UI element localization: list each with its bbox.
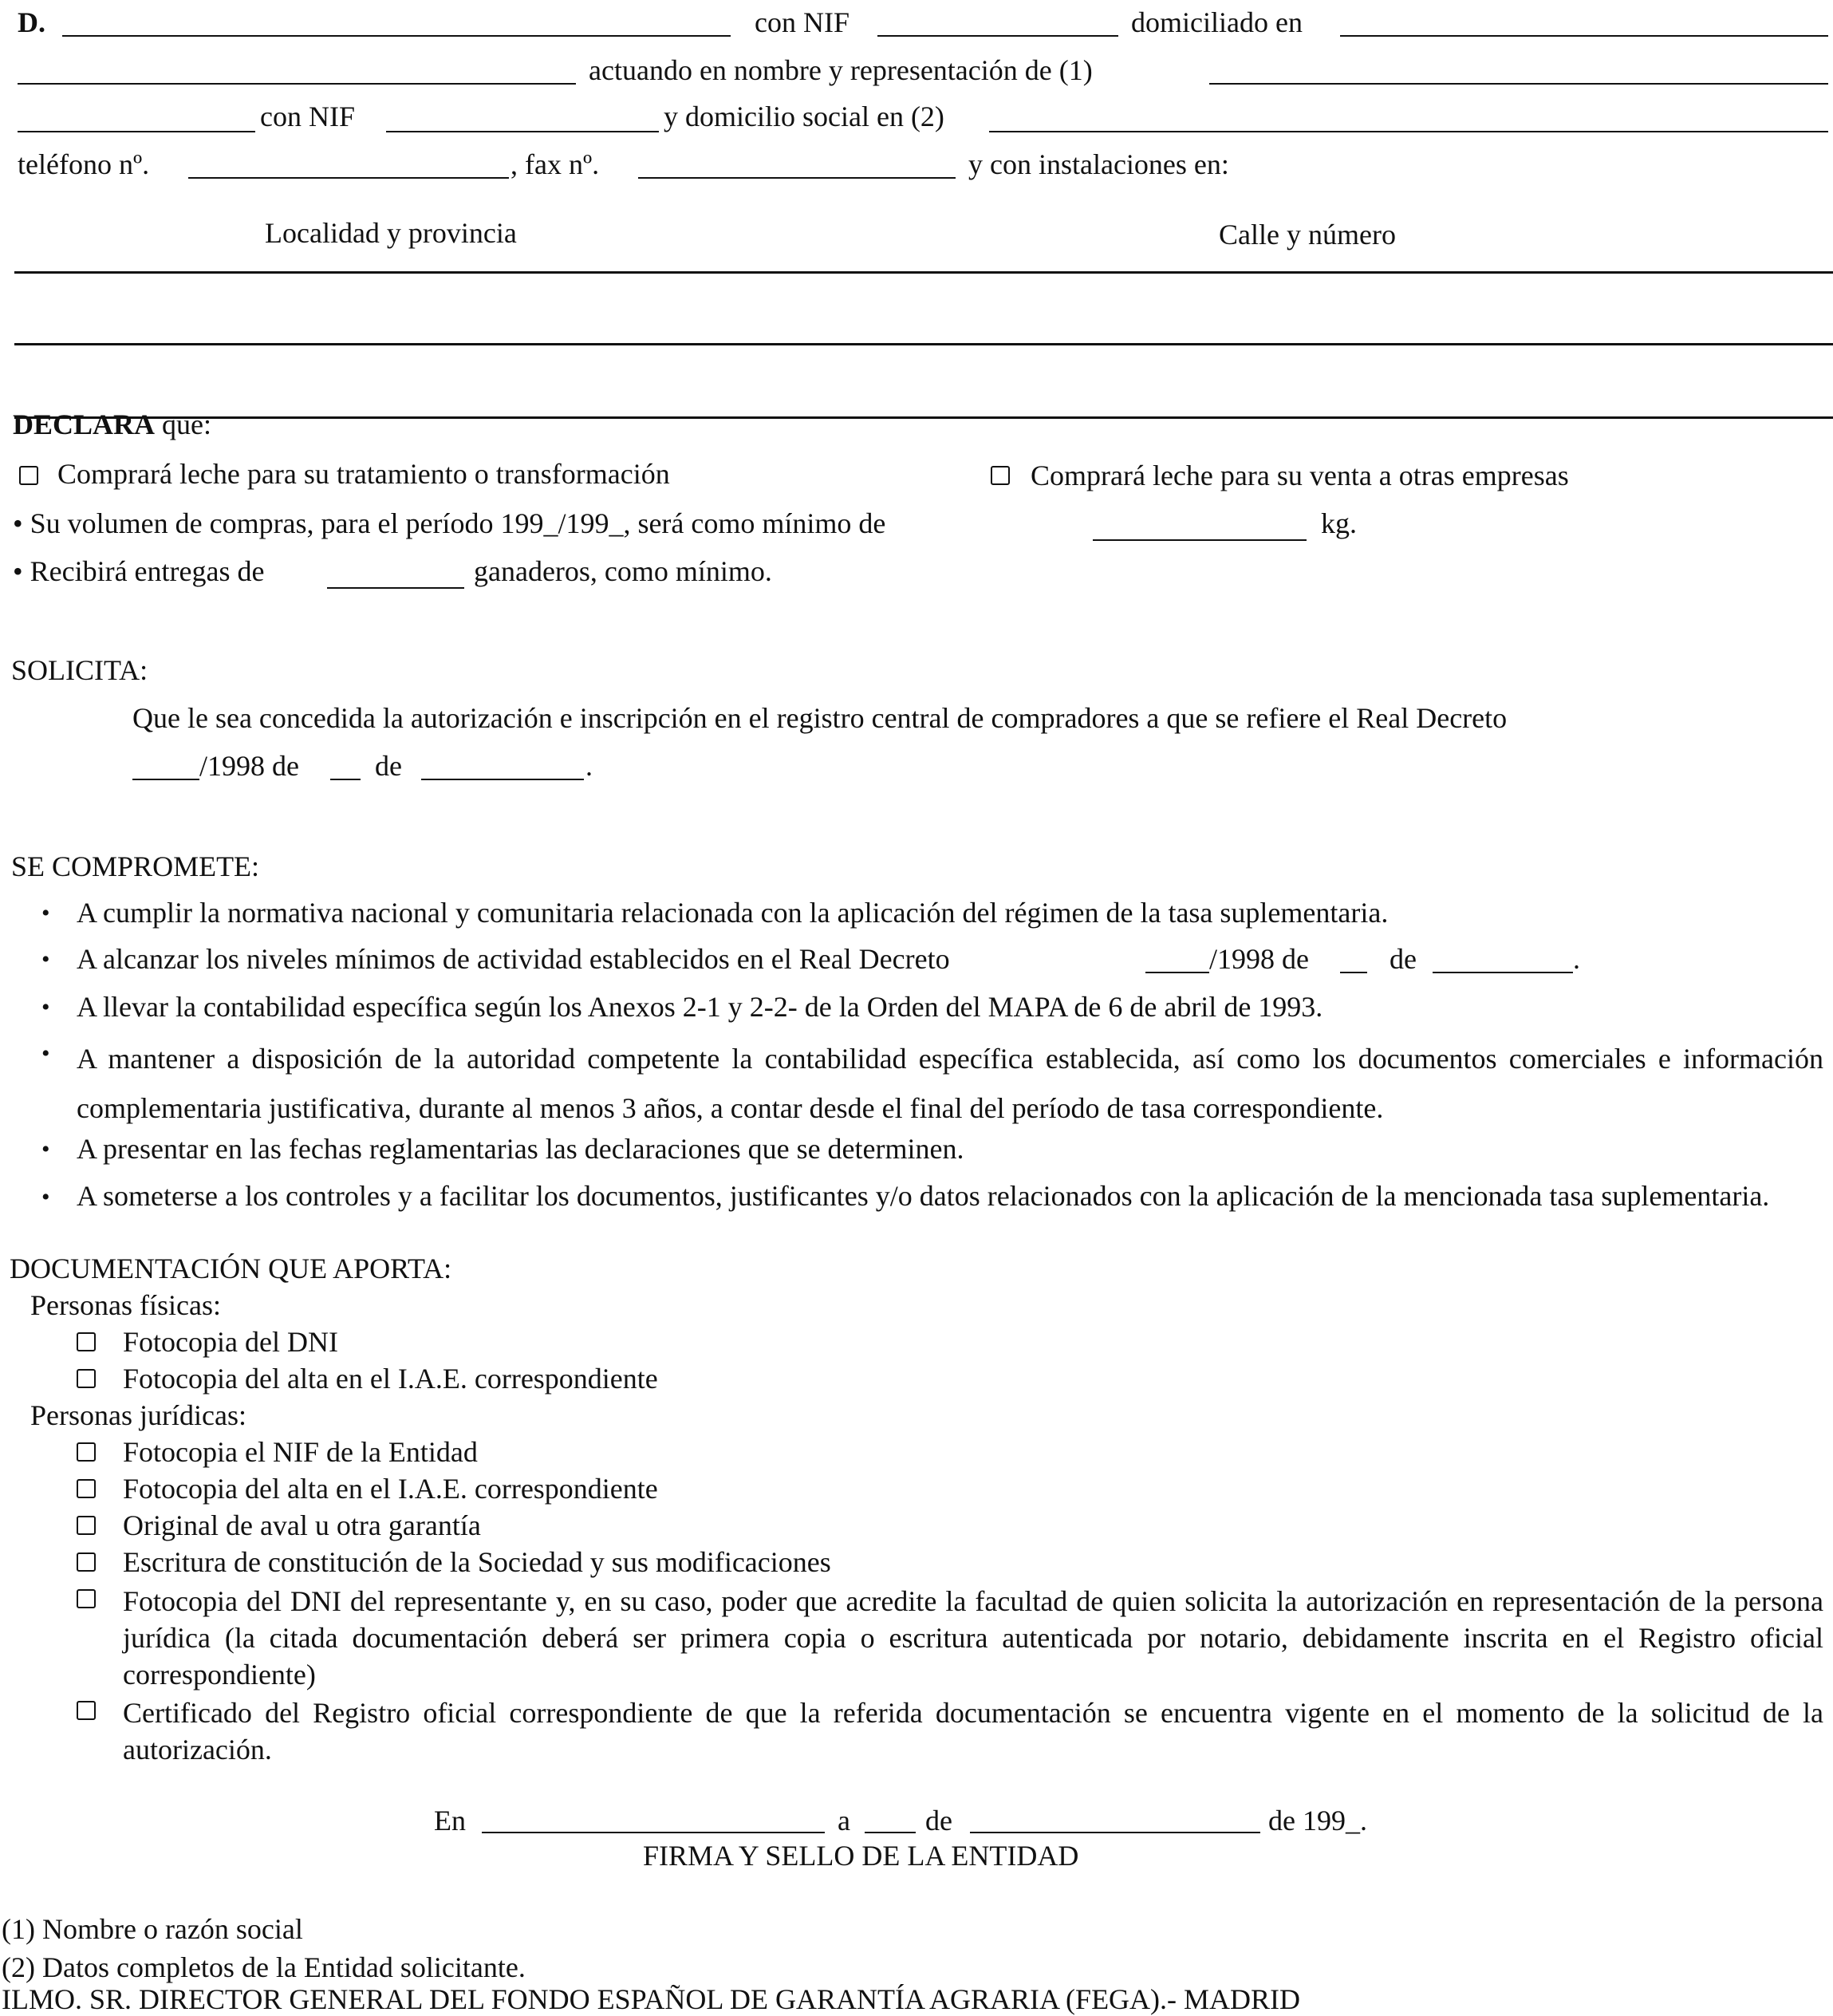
documentacion-title: DOCUMENTACIÓN QUE APORTA: xyxy=(10,1253,452,1284)
domicilio-social-field[interactable] xyxy=(989,131,1828,132)
entity-name-field[interactable] xyxy=(1209,83,1828,85)
actuando-label: actuando en nombre y representación de (1) xyxy=(589,54,1093,86)
compromete-month-field[interactable] xyxy=(1433,972,1573,973)
name-field[interactable] xyxy=(62,35,731,37)
solicita-day-field[interactable] xyxy=(330,779,361,780)
bullet-3: • xyxy=(41,994,50,1020)
volumen-unit: kg. xyxy=(1321,507,1357,539)
juridicas-5-label: Fotocopia del DNI del representante y, en su caso, poder que acredite la facultad de quien solicita la autorización en representación de la persona jurídica (la citada documentación deberá ser primera copia o escritura autenticada por notario, debidamente inscrita en el Registro oficial correspondiente) xyxy=(123,1585,1823,1691)
volumen-text: • Su volumen de compras, para el período 199_/199_, será como mínimo de xyxy=(13,507,886,539)
nif-label-2: con NIF xyxy=(260,101,355,132)
bullet-1: • xyxy=(41,900,50,926)
fisicas-2-label: Fotocopia del alta en el I.A.E. correspondiente xyxy=(123,1363,658,1395)
compromete-title: SE COMPROMETE: xyxy=(11,850,260,882)
localidad-column-header: Localidad y provincia xyxy=(265,217,517,249)
compromete-day-field[interactable] xyxy=(1340,972,1367,973)
nif-label-1: con NIF xyxy=(755,6,849,38)
volumen-field[interactable] xyxy=(1093,539,1307,541)
solicita-decreto-num-field[interactable] xyxy=(132,779,199,780)
juridicas-6-label: Certificado del Registro oficial correspondiente de que la referida documentación se encuentra vigente en el momento de la solicitud de la autorización. xyxy=(123,1697,1823,1765)
telefono-label: teléfono nº. xyxy=(18,148,150,180)
domiciliado-label: domiciliado en xyxy=(1131,6,1303,38)
d-label: D. xyxy=(18,6,45,38)
option-1-label: Comprará leche para su tratamiento o transformación xyxy=(57,458,670,490)
solicita-line-2a: /1998 de xyxy=(199,750,299,782)
personas-juridicas-title: Personas jurídicas: xyxy=(30,1399,246,1431)
juridicas-4-label: Escritura de constitución de la Sociedad y sus modificaciones xyxy=(123,1546,831,1578)
firma-label: FIRMA Y SELLO DE LA ENTIDAD xyxy=(643,1840,1079,1872)
fax-label: , fax nº. xyxy=(510,148,600,180)
compromete-item-2d: . xyxy=(1573,943,1580,975)
juridicas-1-label: Fotocopia el NIF de la Entidad xyxy=(123,1436,478,1468)
footnote-2: (2) Datos completos de la Entidad solicitante. xyxy=(2,1951,526,1983)
juridicas-2-label: Fotocopia del alta en el I.A.E. correspondiente xyxy=(123,1473,658,1505)
juridicas-6-checkbox[interactable] xyxy=(77,1701,96,1720)
place-field[interactable] xyxy=(482,1832,825,1833)
instalaciones-line-2[interactable] xyxy=(14,343,1833,345)
bullet-4: • xyxy=(41,1040,50,1067)
declara-title: DECLARA que: xyxy=(13,408,211,440)
addressee: ILMO. SR. DIRECTOR GENERAL DEL FONDO ESPAÑOL DE GARANTÍA AGRARIA (FEGA).- MADRID xyxy=(2,1983,1301,2015)
compromete-decreto-num-field[interactable] xyxy=(1145,972,1209,973)
nif-field-1[interactable] xyxy=(877,35,1118,37)
nif-field-2[interactable] xyxy=(386,131,659,132)
compromete-item-2a: A alcanzar los niveles mínimos de actividad establecidos en el Real Decreto xyxy=(77,943,950,975)
compromete-item-2c: de xyxy=(1390,943,1417,975)
entregas-rest: ganaderos, como mínimo. xyxy=(474,555,772,587)
juridicas-3-checkbox[interactable] xyxy=(77,1516,96,1535)
instalaciones-line-3[interactable] xyxy=(14,416,1833,419)
juridicas-4-checkbox[interactable] xyxy=(77,1552,96,1572)
personas-fisicas-title: Personas físicas: xyxy=(30,1289,221,1321)
instalaciones-line-1[interactable] xyxy=(14,271,1833,274)
calle-column-header: Calle y número xyxy=(1219,219,1396,251)
instalaciones-label: y con instalaciones en: xyxy=(968,148,1229,180)
en-label: En xyxy=(434,1805,466,1836)
solicita-month-field[interactable] xyxy=(421,779,584,780)
juridicas-3-label: Original de aval u otra garantía xyxy=(123,1509,481,1541)
solicita-title: SOLICITA: xyxy=(11,654,148,686)
option-2-checkbox[interactable] xyxy=(991,466,1010,485)
fisicas-2-checkbox[interactable] xyxy=(77,1369,96,1388)
solicita-line-2c: . xyxy=(585,750,593,782)
juridicas-1-checkbox[interactable] xyxy=(77,1442,96,1462)
compromete-item-2b: /1998 de xyxy=(1209,943,1309,975)
a-label: a xyxy=(838,1805,850,1836)
telefono-field[interactable] xyxy=(188,177,509,179)
fax-field[interactable] xyxy=(638,177,956,179)
compromete-item-6: A someterse a los controles y a facilitar los documentos, justificantes y/o datos relacionados con la aplicación de la mencionada tasa suplementaria. xyxy=(77,1180,1770,1212)
domicilio-field-cont[interactable] xyxy=(18,83,576,85)
month-field[interactable] xyxy=(970,1832,1260,1833)
de-label-2: de 199_. xyxy=(1268,1805,1367,1836)
bullet-2: • xyxy=(41,946,50,972)
day-field[interactable] xyxy=(865,1832,916,1833)
option-1-checkbox[interactable] xyxy=(19,466,38,485)
bullet-6: • xyxy=(41,1184,50,1210)
de-label-1: de xyxy=(925,1805,952,1836)
option-2-label: Comprará leche para su venta a otras empresas xyxy=(1031,460,1569,491)
solicita-line-2b: de xyxy=(375,750,402,782)
entity-name-field-cont[interactable] xyxy=(18,131,255,132)
compromete-item-3: A llevar la contabilidad específica según los Anexos 2-1 y 2-2- de la Orden del MAPA de 6 de abril de 1993. xyxy=(77,991,1323,1023)
juridicas-5-checkbox[interactable] xyxy=(77,1589,96,1608)
domicilio-social-label: y domicilio social en (2) xyxy=(664,101,944,132)
domicilio-field[interactable] xyxy=(1340,35,1828,37)
compromete-item-4: A mantener a disposición de la autoridad competente la contabilidad específica establecida, así como los documentos comerciales e información complementaria justificativa, durante al menos 3 años, a contar desde el final del período de tasa correspondiente. xyxy=(77,1043,1823,1124)
fisicas-1-checkbox[interactable] xyxy=(77,1332,96,1351)
compromete-item-5: A presentar en las fechas reglamentarias las declaraciones que se determinen. xyxy=(77,1133,964,1165)
juridicas-2-checkbox[interactable] xyxy=(77,1479,96,1498)
entregas-field[interactable] xyxy=(327,587,464,589)
bullet-5: • xyxy=(41,1136,50,1162)
compromete-item-1: A cumplir la normativa nacional y comunitaria relacionada con la aplicación del régimen de la tasa suplementaria. xyxy=(77,897,1389,929)
fisicas-1-label: Fotocopia del DNI xyxy=(123,1326,338,1358)
solicita-line-1: Que le sea concedida la autorización e inscripción en el registro central de compradores a que se refiere el Real Decreto xyxy=(132,702,1508,734)
footnote-1: (1) Nombre o razón social xyxy=(2,1913,303,1945)
entregas-text: • Recibirá entregas de xyxy=(13,555,265,587)
